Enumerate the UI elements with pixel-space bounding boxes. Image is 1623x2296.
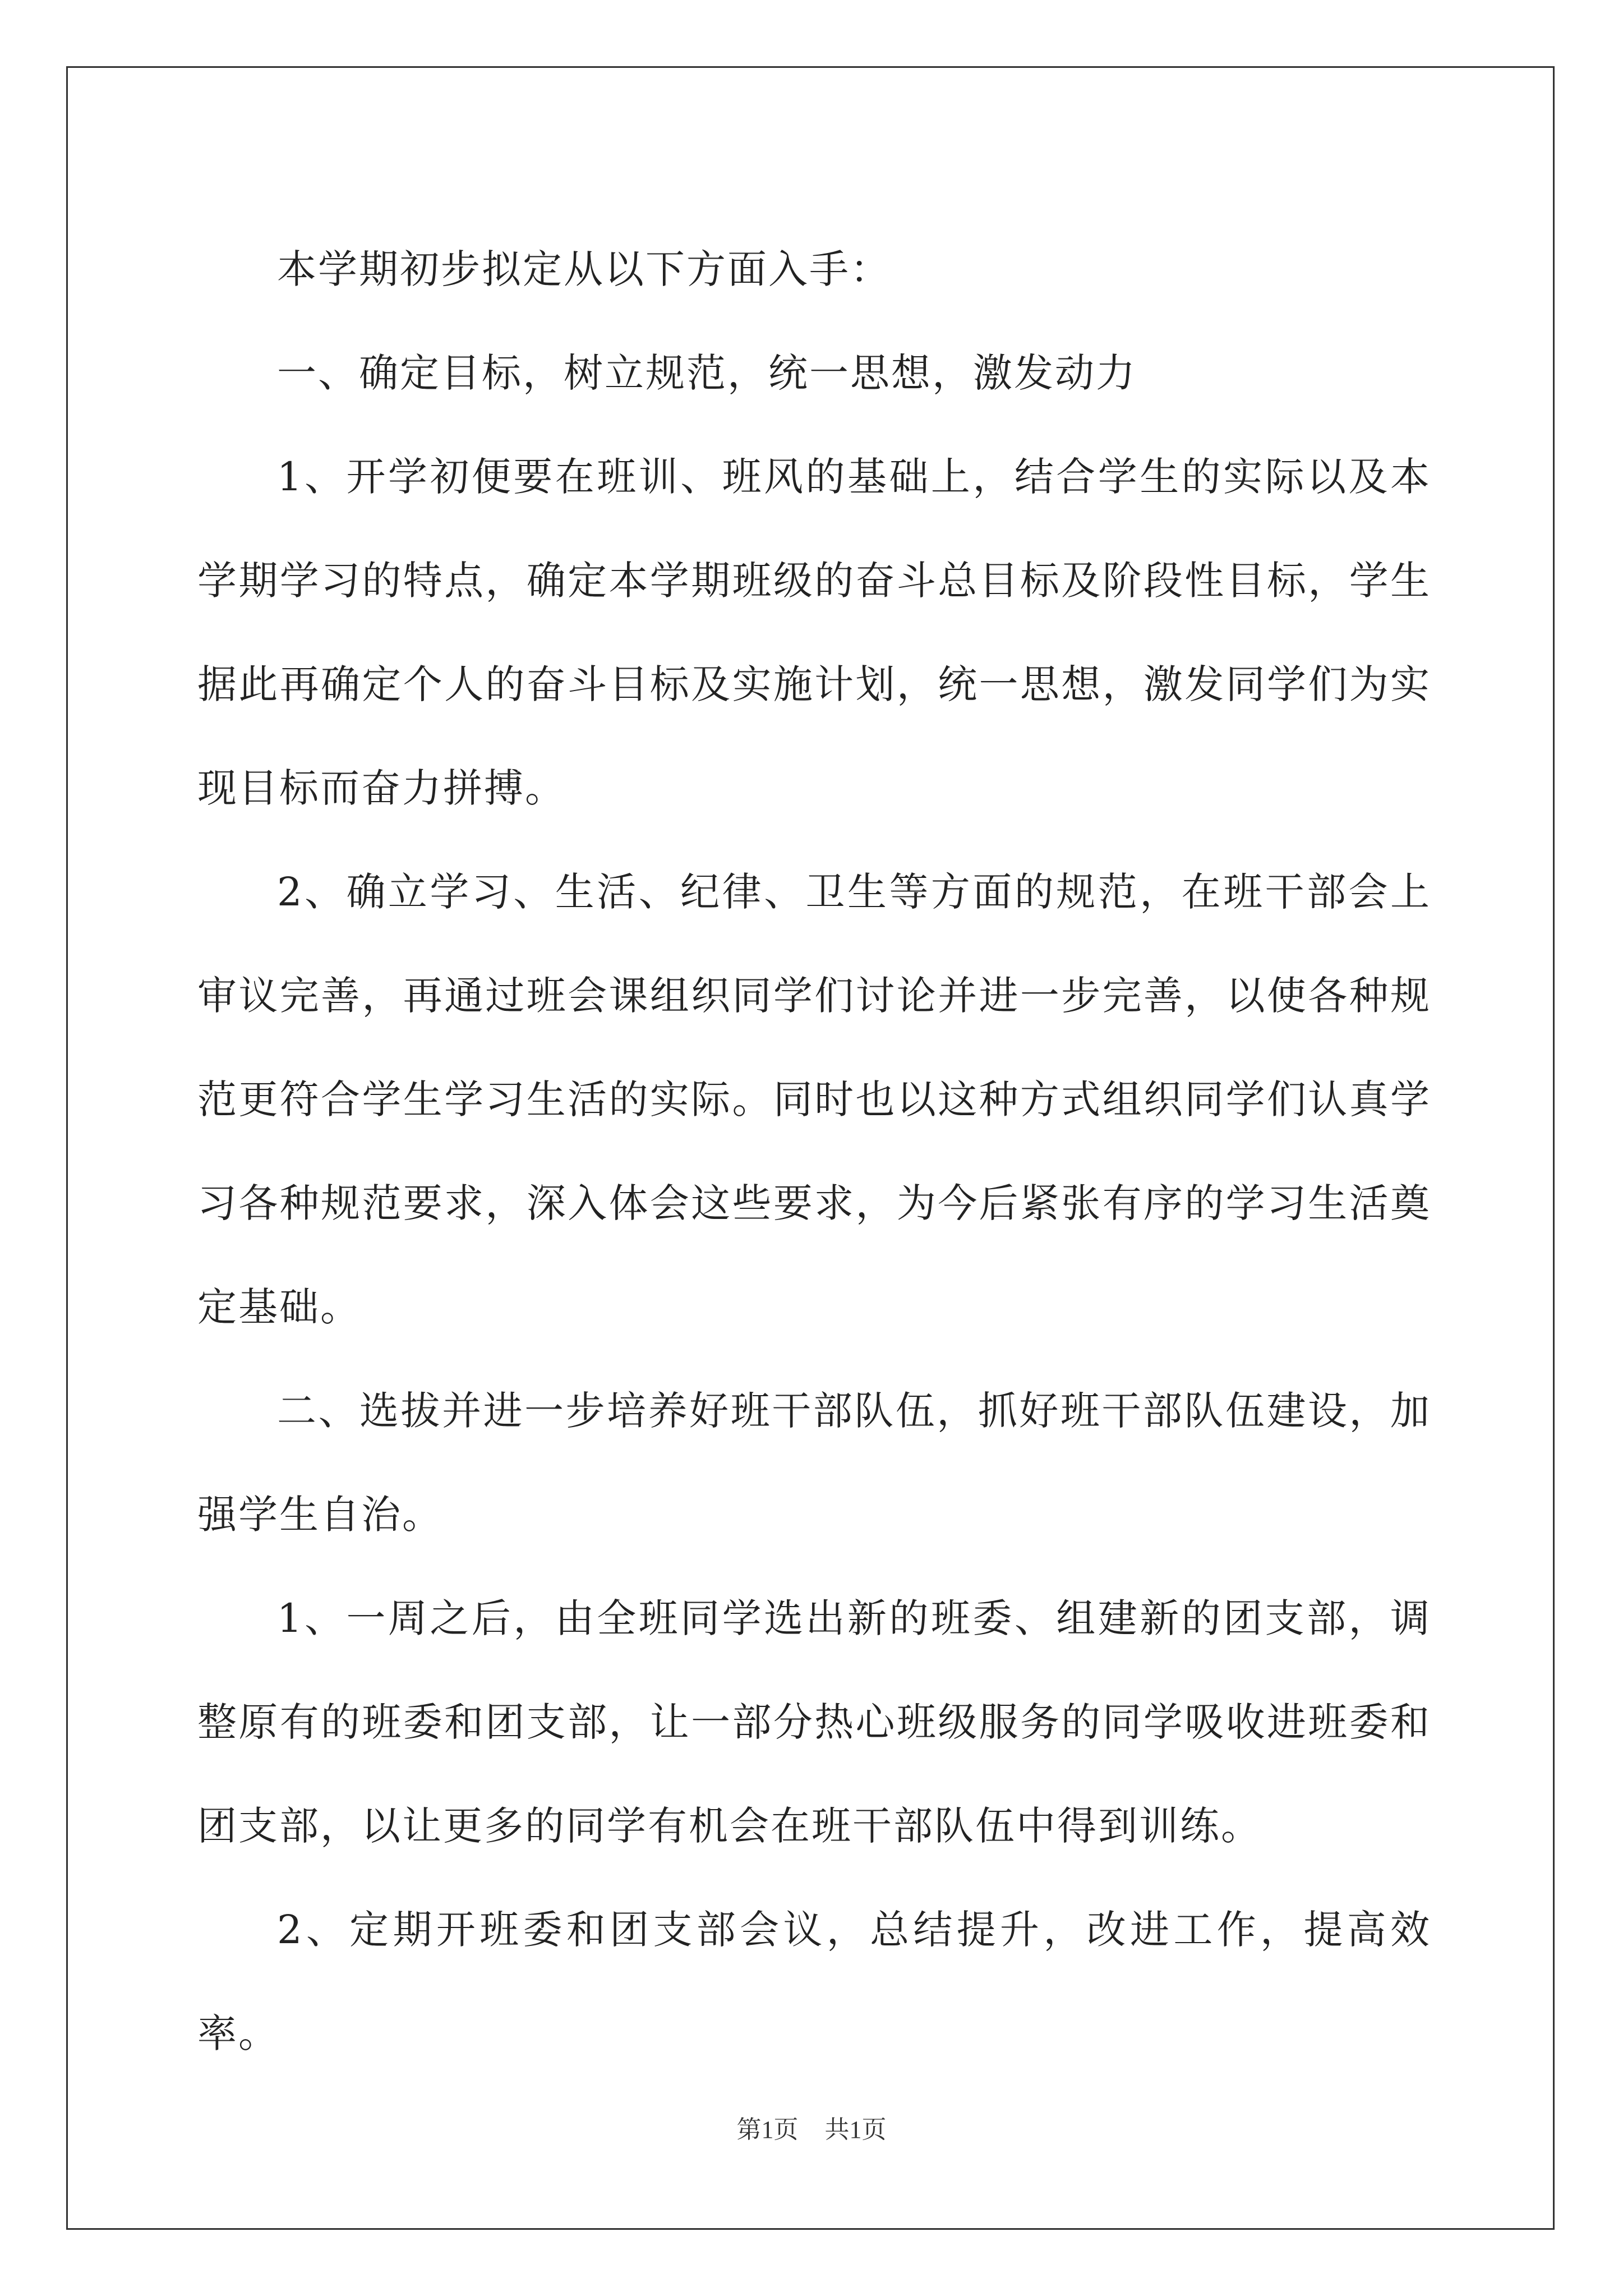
paragraph-intro: 本学期初步拟定从以下方面入手： xyxy=(277,246,891,292)
page-footer xyxy=(0,2109,1623,2145)
paragraph-1-1: 1、开学初便要在班训、班风的基础上，结合学生的实际以及本学期学习的特点，确定本学期班级的奋斗总目标及阶段性目标，学生据此再确定个人的奋斗目标及实施计划，统一思想，激发同学们为实现目标而奋力拼搏。 xyxy=(197,454,1431,811)
heading-section-2: 二、选拔并进一步培养好班干部队伍，抓好班干部队伍建设，加强学生自治。 xyxy=(197,1388,1431,1538)
page-count: 共1页 xyxy=(824,2116,887,2143)
heading-section-1: 一、确定目标，树立规范，统一思想，激发动力 xyxy=(277,350,1137,396)
page-number: 第1页 xyxy=(736,2116,799,2143)
document-body xyxy=(197,218,1431,2086)
paragraph-1-2: 2、确立学习、生活、纪律、卫生等方面的规范，在班干部会上审议完善，再通过班会课组织同学们讨论并进一步完善，以使各种规范更符合学生学习生活的实际。同时也以这种方式组织同学们认真学习各种规范要求，深入体会这些要求，为今后紧张有序的学习生活奠定基础。 xyxy=(197,869,1431,1330)
paragraph-2-2: 2、定期开班委和团支部会议，总结提升，改进工作，提高效率。 xyxy=(197,1907,1431,2056)
paragraph-2-1: 1、一周之后，由全班同学选出新的班委、组建新的团支部，调整原有的班委和团支部，让一部分热心班级服务的同学吸收进班委和团支部，以让更多的同学有机会在班干部队伍中得到训练。 xyxy=(197,1595,1431,1849)
